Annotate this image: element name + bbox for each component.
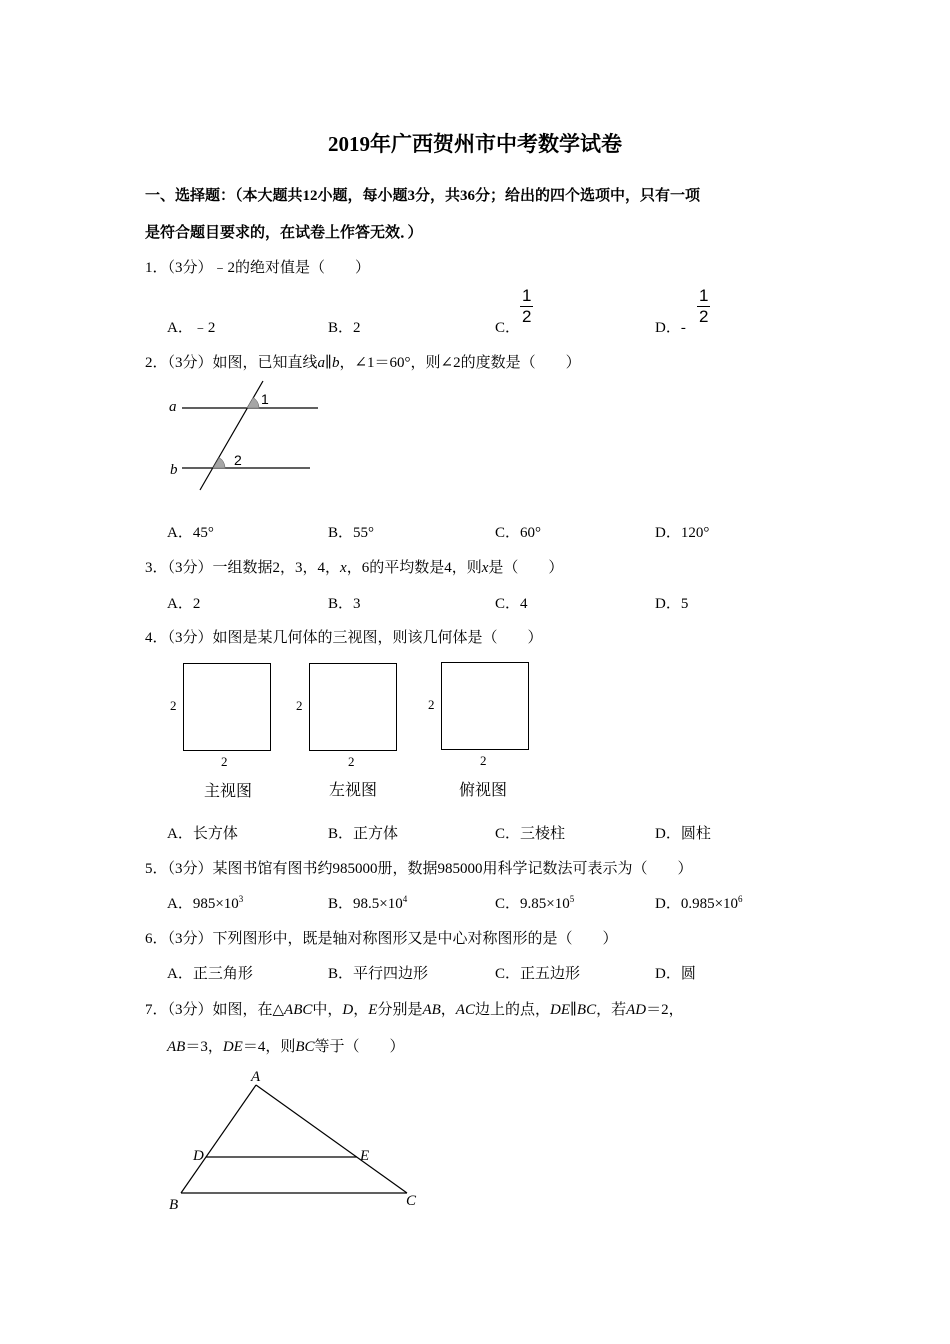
q2-option-d: D．120° [655, 525, 710, 541]
question-1-text: 1．（3分）﹣2的绝对值是（ ） [145, 260, 371, 276]
parallel-lines-figure [160, 378, 330, 496]
page-title: 2019年广西贺州市中考数学试卷 [328, 132, 622, 156]
question-2-text: 2．（3分）如图，已知直线a∥b，∠1＝60°，则∠2的度数是（ ） [145, 355, 581, 371]
line-b-label: b [170, 462, 178, 478]
q3-option-b: B．3 [328, 596, 361, 612]
fraction-numerator: 1 [522, 286, 532, 305]
left-view-side-dim: 2 [296, 698, 303, 713]
q4-option-c: C．三棱柱 [495, 826, 566, 842]
front-view-bottom-dim: 2 [221, 754, 228, 769]
point-d-label: D [193, 1148, 204, 1164]
q2-option-a: A．45° [167, 525, 214, 541]
q5-option-a: A．$985\times 10^3$ [167, 894, 244, 912]
q5-option-c: C．$9.85\times 10^5$ [495, 894, 575, 912]
q5-option-d: D．$0.985\times 10^6$ [655, 894, 743, 912]
question-7-line1: 7．（3分）如图，在△ABC中，D，E分别是AB，AC边上的点，DE∥BC，若AD＝2， [145, 1002, 684, 1018]
q6-option-a: A．正三角形 [167, 966, 253, 982]
vertex-b-label: B [169, 1197, 179, 1213]
angle-1-wedge [247, 398, 259, 408]
q1-option-d: D．- [655, 320, 686, 336]
q1-option-d-fraction [697, 287, 710, 326]
fraction-numerator: 1 [699, 286, 709, 305]
q5-option-b: B．$98.5\times 10^4$ [328, 894, 408, 912]
triangle-figure [160, 1064, 430, 1214]
q3-option-d: D．5 [655, 596, 689, 612]
section-header-line2: 是符合题目要求的，在试卷上作答无效．） [145, 225, 423, 241]
line-a-label: a [169, 399, 177, 415]
q1-option-a: A．﹣2 [167, 320, 216, 336]
q4-option-d: D．圆柱 [655, 826, 711, 842]
q4-option-a: A．长方体 [167, 826, 238, 842]
q2-option-b: B．55° [328, 525, 375, 541]
point-e-label: E [360, 1148, 370, 1164]
top-view-square [441, 662, 529, 750]
question-4-text: 4．（3分）如图是某几何体的三视图，则该几何体是（ ） [145, 630, 543, 646]
front-view-square [183, 663, 271, 751]
fraction-denominator: 2 [522, 307, 532, 326]
left-view-bottom-dim: 2 [348, 754, 355, 769]
q1-option-b: B．2 [328, 320, 361, 336]
angle-2-label: 2 [234, 452, 242, 468]
q1-option-c: C． [495, 320, 521, 336]
question-3-text: 3．（3分）一组数据2，3，4，x，6的平均数是4，则x是（ ） [145, 560, 564, 576]
angle-2-wedge [213, 458, 225, 468]
fraction-denominator: 2 [699, 307, 709, 326]
question-6-text: 6．（3分）下列图形中，既是轴对称图形又是中心对称图形的是（ ） [145, 931, 618, 947]
left-view-square [309, 663, 397, 751]
vertex-c-label: C [406, 1193, 417, 1209]
question-7-line2: AB＝3，DE＝4，则BC等于（ ） [167, 1039, 405, 1055]
question-5-text: 5．（3分）某图书馆有图书约985000册，数据985000用科学记数法可表示为（ ） [145, 861, 693, 877]
section-header-line1: 一、选择题：（本大题共12小题，每小题3分，共36分；给出的四个选项中，只有一项 [145, 188, 701, 204]
q1-option-c-fraction [520, 287, 533, 326]
q2-option-c: C．60° [495, 525, 542, 541]
front-view-side-dim: 2 [170, 698, 177, 713]
q4-option-b: B．正方体 [328, 826, 399, 842]
q3-option-a: A．2 [167, 596, 201, 612]
q3-option-c: C．4 [495, 596, 528, 612]
top-view-caption: 俯视图 [459, 780, 508, 799]
left-view-caption: 左视图 [329, 780, 378, 799]
q6-option-d: D．圆 [655, 966, 696, 982]
top-view-bottom-dim: 2 [480, 753, 487, 768]
q6-option-c: C．正五边形 [495, 966, 581, 982]
q6-option-b: B．平行四边形 [328, 966, 429, 982]
angle-1-label: 1 [261, 391, 269, 407]
top-view-side-dim: 2 [428, 697, 435, 712]
vertex-a-label: A [251, 1069, 261, 1085]
front-view-caption: 主视图 [204, 781, 253, 800]
